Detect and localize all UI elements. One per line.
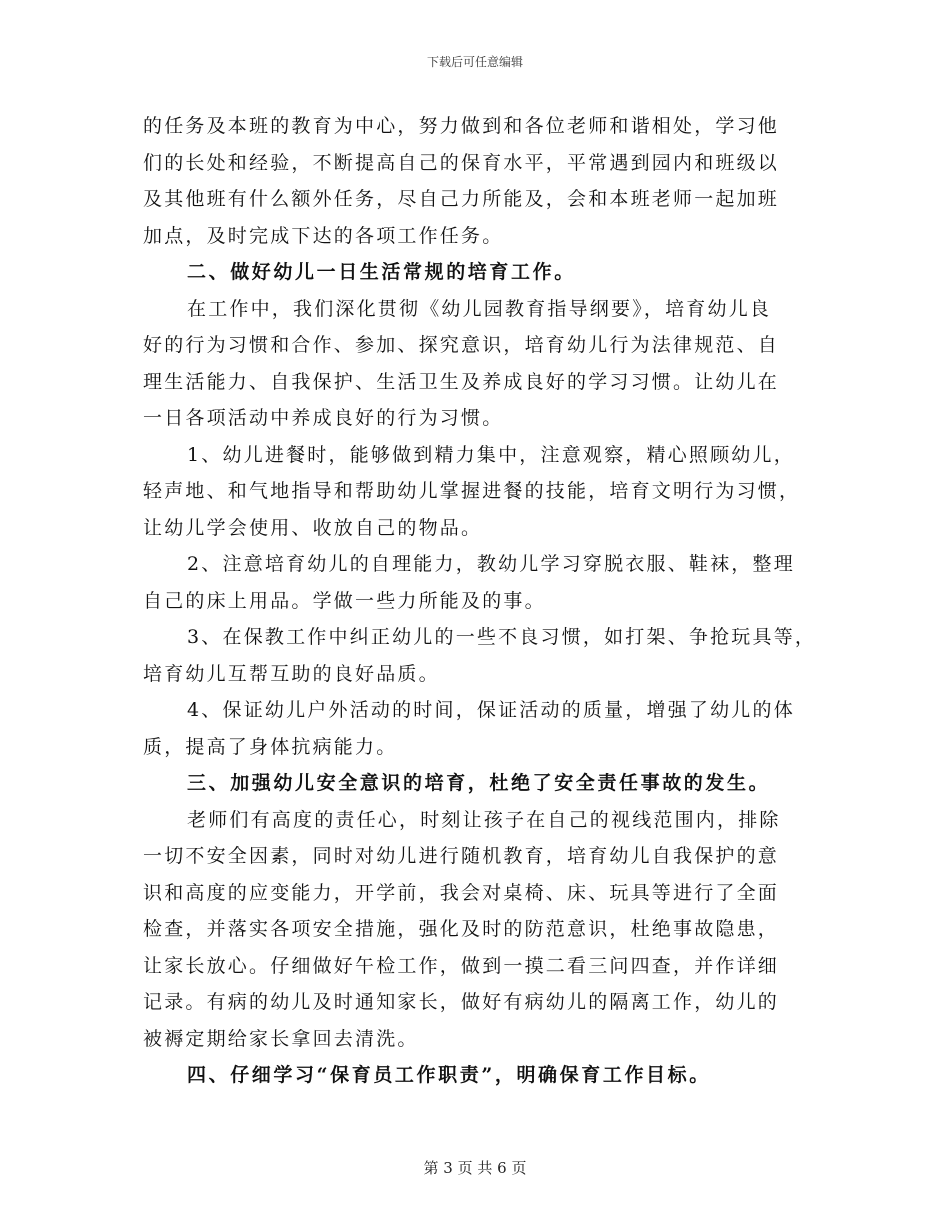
list-item-3: 3、在保教工作中纠正幼儿的一些不良习惯，如打架、争抢玩具等， (187, 626, 817, 648)
body-line: 记录。有病的幼儿及时通知家长，做好有病幼儿的隔离工作，幼儿的 (143, 991, 780, 1013)
body-line: 理生活能力、自我保护、生活卫生及养成良好的学习习惯。让幼儿在 (143, 370, 780, 393)
list-item-2: 2、注意培育幼儿的自理能力，教幼儿学习穿脱衣服、鞋袜，整理 (187, 553, 795, 575)
paragraph-first-line: 老师们有高度的责任心，时刻让孩子在自己的视线范围内，排除 (187, 808, 781, 831)
body-line: 们的长处和经验，不断提高自己的保育水平，平常遇到园内和班级以 (143, 151, 780, 174)
body-line: 一日各项活动中养成良好的行为习惯。 (143, 407, 504, 429)
section-heading: 二、做好幼儿一日生活常规的培育工作。 (187, 261, 576, 283)
body-line: 质，提高了身体抗病能力。 (143, 735, 398, 758)
body-line: 识和高度的应变能力，开学前，我会对桌椅、床、玩具等进行了全面 (143, 881, 780, 904)
body-line: 一切不安全因素，同时对幼儿进行随机教育，培育幼儿自我保护的意 (143, 845, 780, 867)
body-line: 检查，并落实各项安全措施，强化及时的防范意识，杜绝事故隐患， (143, 918, 780, 940)
page-footer: 第 3 页 共 6 页 (423, 1159, 527, 1177)
body-line: 培育幼儿互帮互助的良好品质。 (143, 662, 440, 685)
body-line: 加点，及时完成下达的各项工作任务。 (143, 224, 504, 247)
body-line: 及其他班有什么额外任务，尽自己力所能及，会和本班老师一起加班 (143, 188, 780, 210)
body-line: 的任务及本班的教育为中心，努力做到和各位老师和谐相处，学习他 (143, 115, 780, 137)
page-header: 下载后可任意编辑 (426, 55, 523, 69)
list-item-4: 4、保证幼儿户外活动的时间，保证活动的质量，增强了幼儿的体 (187, 699, 795, 721)
section-heading: 三、加强幼儿安全意识的培育，杜绝了安全责任事故的发生。 (187, 772, 771, 794)
body-line: 让幼儿学会使用、收放自己的物品。 (143, 516, 483, 539)
body-line: 好的行为习惯和合作、参加、探究意识，培育幼儿行为法律规范、自 (143, 334, 780, 356)
body-line: 让家长放心。仔细做好午检工作，做到一摸二看三问四查，并作详细 (143, 954, 780, 977)
list-item-1: 1、幼儿进餐时，能够做到精力集中，注意观察，精心照顾幼儿， (187, 443, 795, 466)
body-line: 自己的床上用品。学做一些力所能及的事。 (143, 589, 546, 612)
paragraph-first-line: 在工作中，我们深化贯彻《幼儿园教育指导纲要》，培育幼儿良 (187, 297, 772, 320)
document-body (143, 108, 823, 1094)
body-line: 轻声地、和气地指导和帮助幼儿掌握进餐的技能，培育文明行为习惯， (143, 480, 801, 502)
body-line: 被褥定期给家长拿回去清洗。 (143, 1027, 419, 1050)
section-heading: 四、仔细学习“保育员工作职责”，明确保育工作目标。 (187, 1064, 711, 1086)
